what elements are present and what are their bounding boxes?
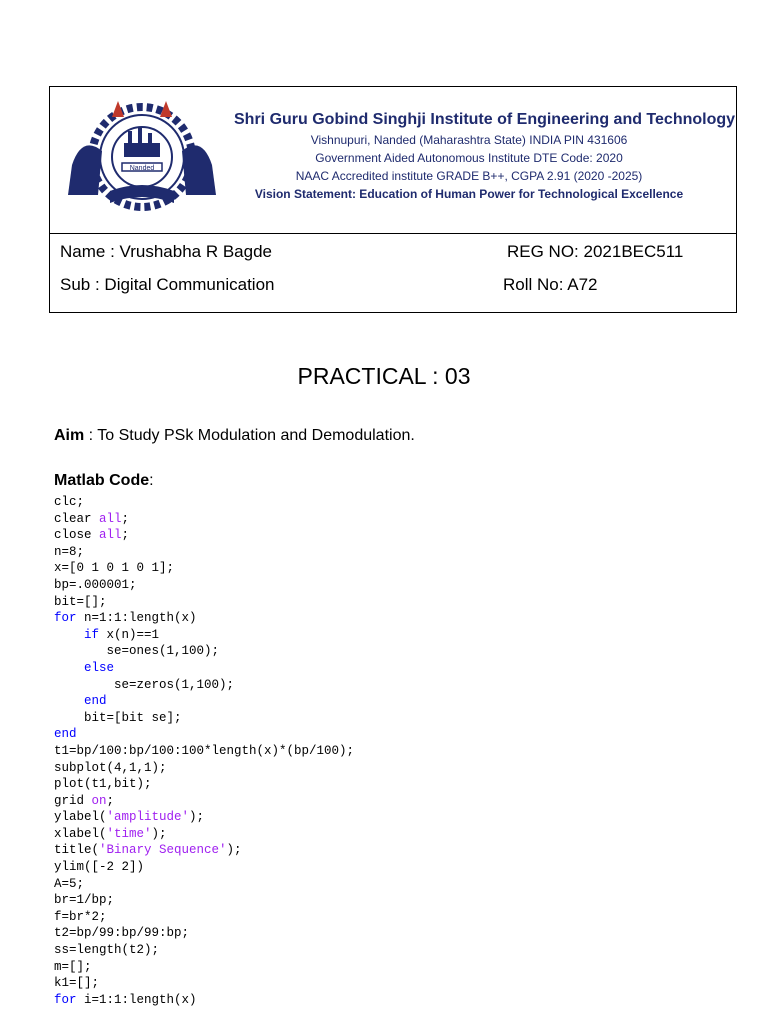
- code-string: 'amplitude': [106, 810, 190, 825]
- code-text: );: [226, 843, 242, 858]
- code-line: [54, 660, 354, 677]
- code-line: [54, 975, 354, 992]
- code-text: x=[0 1 0 1 0 1];: [54, 561, 175, 576]
- practical-title: PRACTICAL : 03: [297, 363, 471, 389]
- code-text: [54, 661, 84, 675]
- institute-banner: [50, 87, 736, 233]
- code-text: xlabel(: [54, 826, 107, 841]
- code-keyword: else: [84, 660, 115, 675]
- code-heading-colon: :: [149, 472, 154, 489]
- code-text: subplot(4,1,1);: [54, 760, 167, 775]
- institute-address: Vishnupuri, Nanded (Maharashtra State) INDIA PIN 431606: [310, 133, 628, 147]
- code-text: [54, 694, 84, 708]
- code-text: bit=[bit se];: [54, 710, 182, 725]
- code-text: f=br*2;: [54, 909, 107, 924]
- code-line: [54, 842, 354, 859]
- code-text: );: [189, 810, 205, 825]
- code-line: [54, 925, 354, 942]
- code-text: m=[];: [54, 959, 92, 974]
- code-line: [54, 710, 354, 727]
- code-text: n=8;: [54, 544, 85, 559]
- code-line: [54, 726, 354, 743]
- code-line: [54, 643, 354, 660]
- code-text: bit=[];: [54, 594, 107, 609]
- code-line: [54, 494, 354, 511]
- code-text: t2=bp/99:bp/99:bp;: [54, 926, 190, 941]
- code-line: [54, 577, 354, 594]
- code-heading-label: Matlab Code: [54, 472, 150, 489]
- code-line: [54, 942, 354, 959]
- code-string: all: [99, 528, 122, 543]
- code-line: [54, 909, 354, 926]
- code-line: [54, 876, 354, 893]
- code-text: ;: [121, 528, 130, 543]
- institute-title: Shri Guru Gobind Singhji Institute of Engineering and Technology: [234, 111, 736, 128]
- code-line: [54, 627, 354, 644]
- code-text: i=1:1:length(x): [76, 992, 197, 1007]
- code-text: grid: [54, 793, 92, 808]
- code-text: t1=bp/100:bp/100:100*length(x)*(bp/100);: [54, 743, 355, 758]
- matlab-code-block: [54, 494, 354, 1008]
- code-text: clc;: [54, 495, 85, 509]
- code-keyword: end: [54, 727, 77, 742]
- code-text: ylim([-2 2]): [54, 860, 145, 875]
- code-text: clear: [54, 511, 100, 526]
- code-text: x(n)==1: [99, 627, 160, 642]
- code-keyword: for: [54, 992, 77, 1007]
- code-text: ;: [106, 793, 115, 808]
- code-line: [54, 809, 354, 826]
- code-text: title(: [54, 843, 100, 858]
- code-text: br=1/bp;: [54, 893, 115, 908]
- code-text: k1=[];: [54, 976, 100, 991]
- aim-statement: [54, 426, 415, 446]
- code-line: [54, 560, 354, 577]
- code-text: n=1:1:length(x): [76, 611, 197, 626]
- student-name: Name : Vrushabha R Bagde: [60, 242, 272, 261]
- code-text: close: [54, 528, 100, 543]
- code-text: A=5;: [54, 876, 85, 891]
- code-text: bp=.000001;: [54, 577, 137, 592]
- code-line: [54, 743, 354, 760]
- code-line: [54, 760, 354, 777]
- code-line: [54, 511, 354, 528]
- code-string: 'Binary Sequence': [99, 843, 227, 858]
- code-text: ;: [121, 511, 130, 526]
- code-text: ss=length(t2);: [54, 943, 160, 958]
- institute-logo-icon: [58, 95, 226, 223]
- code-text: );: [151, 826, 167, 841]
- code-text: [54, 628, 84, 642]
- institute-naac: NAAC Accredited institute GRADE B++, CGPA 2.91 (2020 -2025): [295, 169, 643, 183]
- header-box: [49, 86, 737, 313]
- code-keyword: end: [84, 694, 107, 709]
- code-line: [54, 527, 354, 544]
- subject: Sub : Digital Communication: [60, 275, 275, 294]
- code-line: [54, 793, 354, 810]
- code-heading: [54, 471, 154, 491]
- code-line: [54, 594, 354, 611]
- code-keyword: if: [84, 627, 100, 642]
- institute-details: [234, 109, 736, 203]
- code-line: [54, 693, 354, 710]
- aim-label: Aim: [54, 427, 85, 444]
- code-line: [54, 776, 354, 793]
- header-divider: [50, 233, 736, 234]
- code-text: se=ones(1,100);: [54, 644, 220, 659]
- aim-text: To Study PSk Modulation and Demodulation.: [97, 427, 415, 444]
- code-line: [54, 959, 354, 976]
- code-keyword: for: [54, 611, 77, 626]
- code-line: [54, 677, 354, 694]
- code-string: all: [99, 511, 122, 526]
- logo-text: Nanded: [129, 165, 155, 172]
- institute-govt: Government Aided Autonomous Institute DTE Code: 2020: [315, 151, 623, 165]
- code-line: [54, 826, 354, 843]
- roll-no: Roll No: A72: [503, 275, 598, 294]
- aim-separator: :: [84, 427, 98, 444]
- code-line: [54, 892, 354, 909]
- code-text: se=zeros(1,100);: [54, 677, 235, 692]
- code-line: [54, 992, 354, 1009]
- code-line: [54, 544, 354, 561]
- institute-vision: Vision Statement: Education of Human Power for Technological Excellence: [254, 187, 684, 201]
- code-text: plot(t1,bit);: [54, 777, 152, 792]
- code-line: [54, 859, 354, 876]
- code-string: on: [91, 793, 107, 808]
- code-string: 'time': [106, 826, 152, 841]
- code-line: [54, 610, 354, 627]
- code-text: ylabel(: [54, 810, 107, 825]
- student-reg-no: REG NO: 2021BEC511: [507, 242, 684, 261]
